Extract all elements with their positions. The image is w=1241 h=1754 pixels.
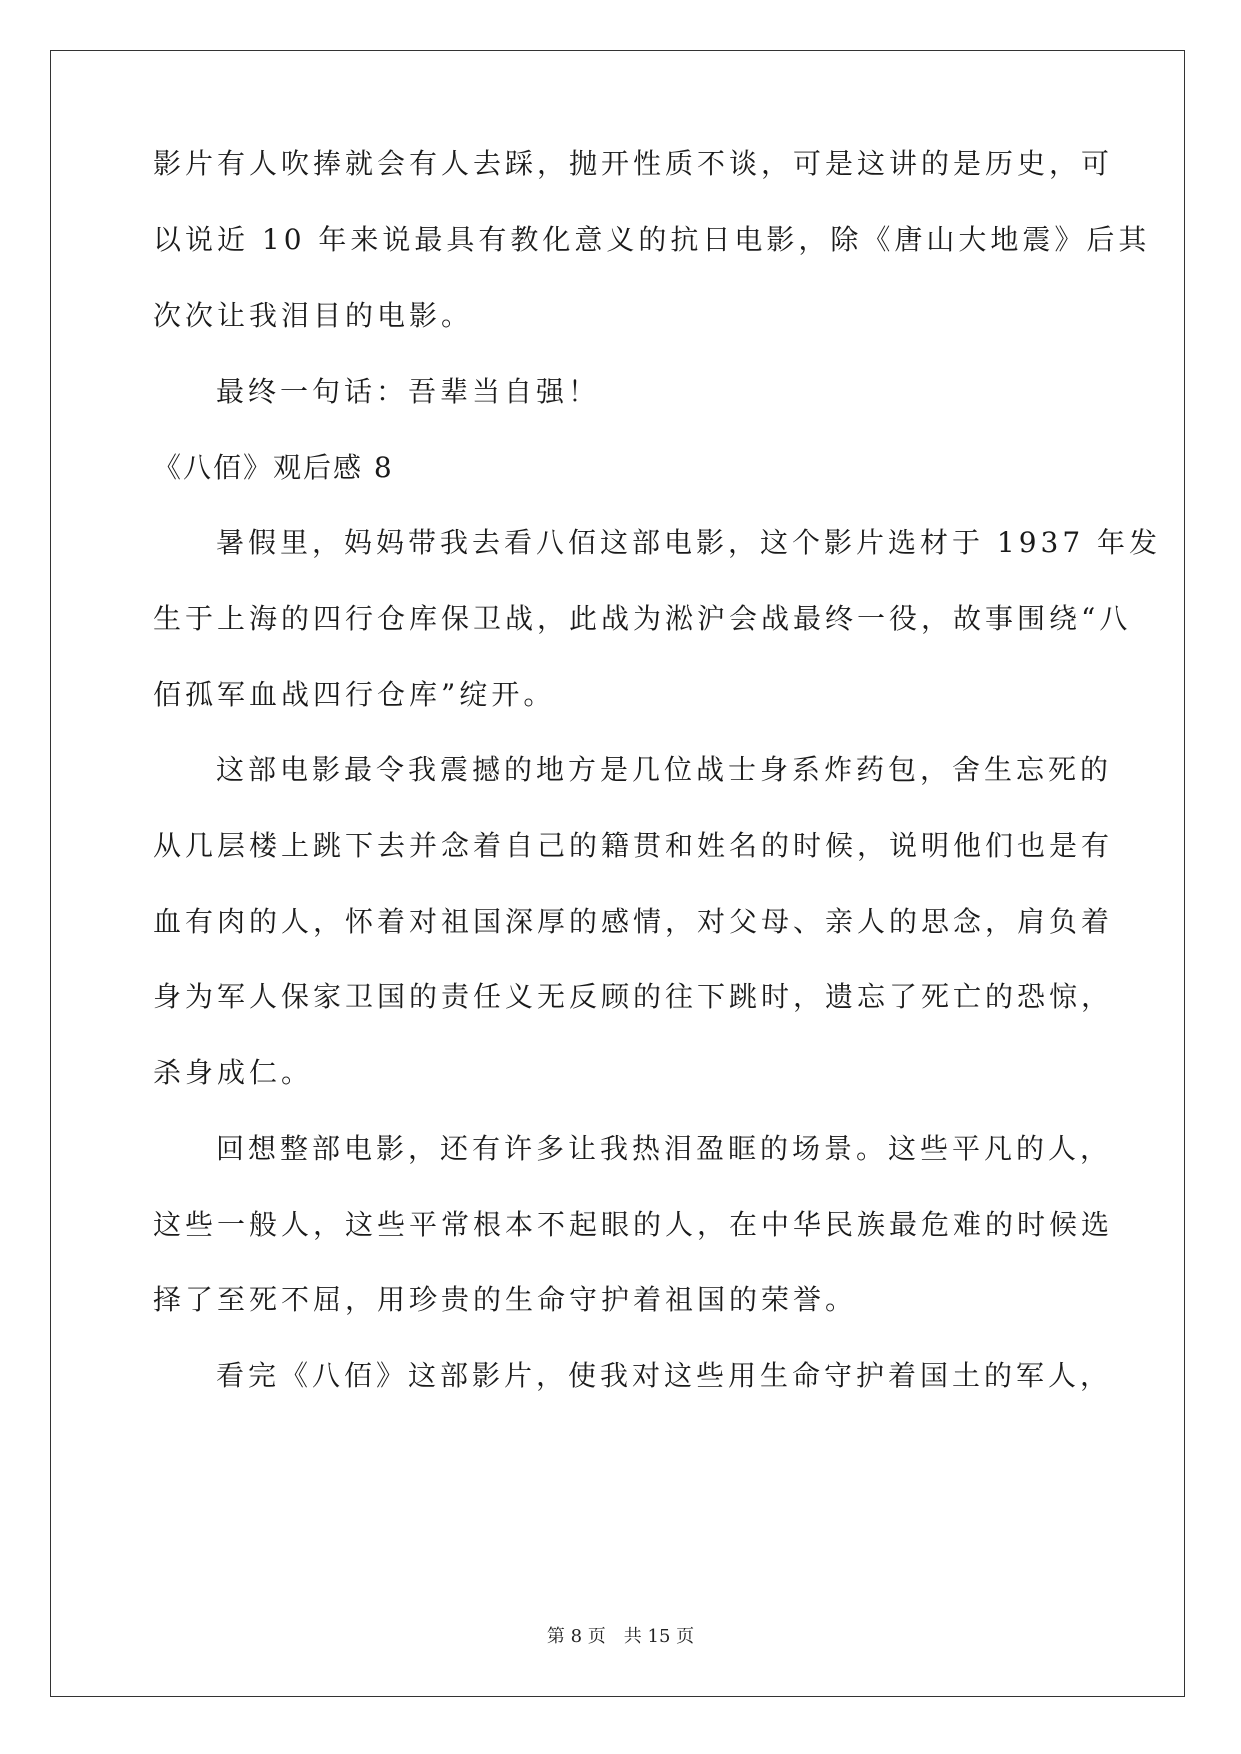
paragraph-line: 生于上海的四行仓库保卫战，此战为淞沪会战最终一役，故事围绕“八	[153, 602, 1132, 635]
paragraph-line: 身为军人保家卫国的责任义无反顾的往下跳时，遗忘了死亡的恐惊，	[153, 980, 1114, 1013]
paragraph-line: 这些一般人，这些平常根本不起眼的人，在中华民族最危难的时候选	[153, 1208, 1114, 1241]
paragraph-line: 从几层楼上跳下去并念着自己的籍贯和姓名的时候，说明他们也是有	[153, 829, 1114, 862]
section-heading: 《八佰》观后感 8	[153, 451, 394, 484]
paragraph-line: 次次让我泪目的电影。	[153, 299, 474, 332]
paragraph-line: 以说近 10 年来说最具有教化意义的抗日电影，除《唐山大地震》后其	[153, 223, 1151, 256]
paragraph-line: 暑假里，妈妈带我去看八佰这部电影，这个影片选材于 1937 年发	[216, 526, 1162, 559]
paragraph-line: 佰孤军血战四行仓库”绽开。	[153, 678, 556, 711]
paragraph-line: 杀身成仁。	[153, 1056, 314, 1089]
paragraph-line: 影片有人吹捧就会有人去踩，抛开性质不谈，可是这讲的是历史，可	[153, 147, 1114, 180]
paragraph-line: 这部电影最令我震撼的地方是几位战士身系炸药包，舍生忘死的	[216, 753, 1113, 786]
paragraph-line: 最终一句话：吾辈当自强！	[216, 375, 601, 408]
paragraph-line: 看完《八佰》这部影片，使我对这些用生命守护着国土的军人，	[216, 1359, 1113, 1392]
paragraph-line: 血有肉的人，怀着对祖国深厚的感情，对父母、亲人的思念，肩负着	[153, 905, 1114, 938]
paragraph-line: 回想整部电影，还有许多让我热泪盈眶的场景。这些平凡的人，	[216, 1132, 1113, 1165]
page-number-footer: 第 8 页 共 15 页	[546, 1626, 695, 1647]
paragraph-line: 择了至死不屈，用珍贵的生命守护着祖国的荣誉。	[153, 1283, 858, 1316]
